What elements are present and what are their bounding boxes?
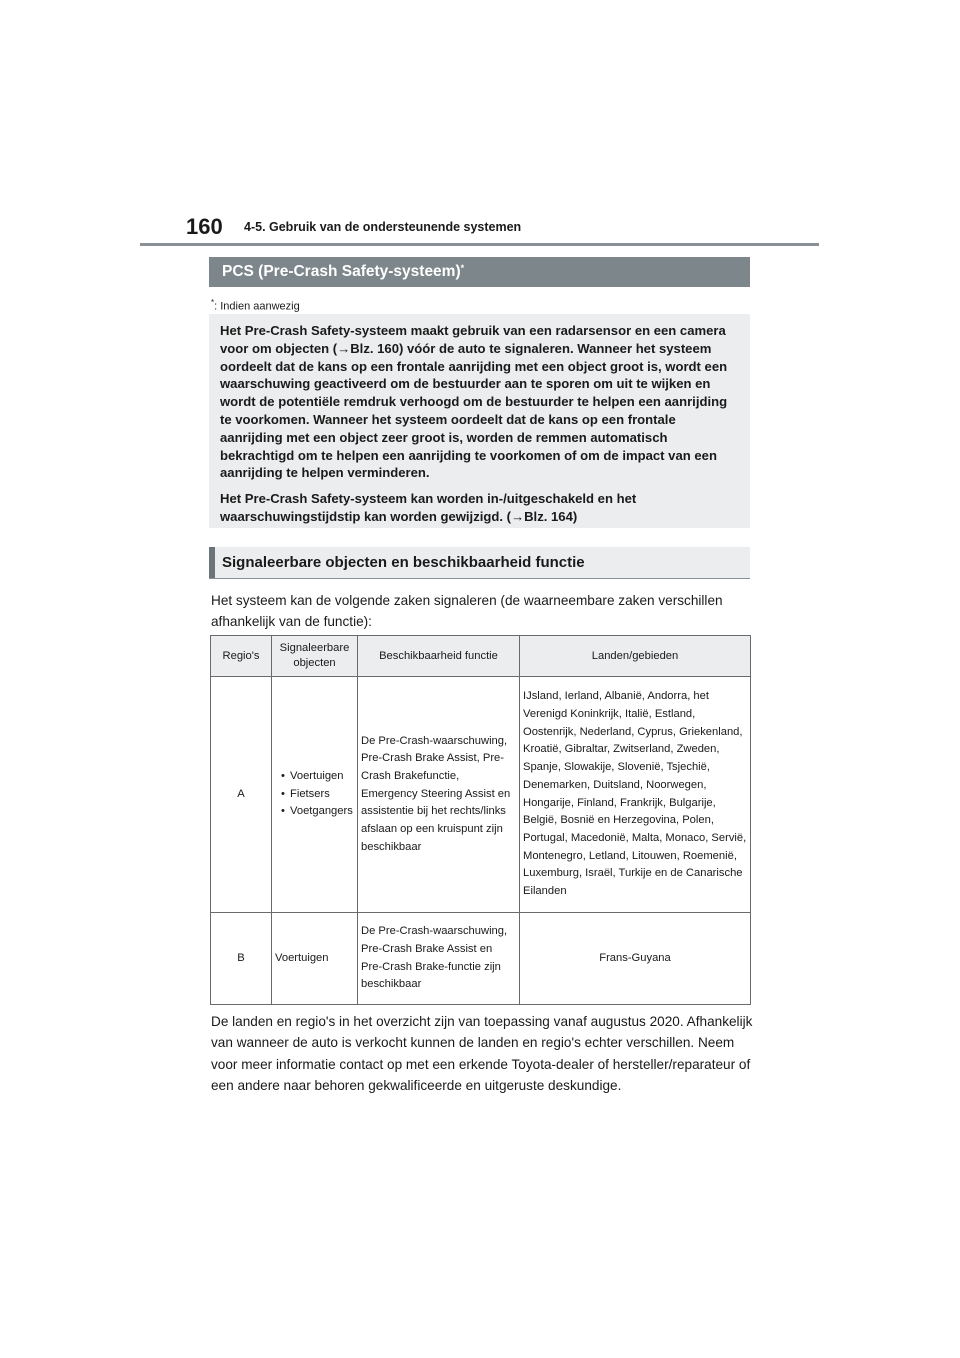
- table-header-cell: Beschikbaarheid functie: [358, 636, 520, 677]
- header-rule: [140, 243, 819, 246]
- regions-table: [210, 635, 751, 1005]
- page-number: 160: [186, 214, 223, 239]
- footnote-text: : Indien aanwezig: [214, 300, 300, 313]
- countries-cell: IJsland, Ierland, Albanië, Andorra, het Verenigd Koninkrijk, Italië, Estland, Oostenrijk, Nederland, Cyprus, Griekenland, Kroatië, Gibraltar, Zwitserland, Zweden, Spanje, Slowakije, Slovenië, Tsjechië, Denemarken, Duitsland, Noorwegen, Hongarije, Finland, Frankrijk, Bulgarije, België, Bosnië en Herzegovina, Polen, Portugal, Macedonië, Malta, Monaco, Servië, Montenegro, Letland, Litouwen, Roemenië, Luxemburg, Israël, Turkije en de Canarische Eilanden: [520, 677, 751, 913]
- objects-cell: Voertuigen: [272, 913, 358, 1005]
- table-header-cell: Regio's: [211, 636, 272, 677]
- footnote-marker: *: [211, 298, 215, 307]
- intro-box: [209, 314, 750, 528]
- section-banner: [209, 257, 750, 287]
- section-heading-title: Signaleerbare objecten en beschikbaarheid functie: [222, 554, 585, 571]
- objects-list: [275, 768, 354, 821]
- body-paragraph-1: Het systeem kan de volgende zaken signaleren (de waarneembare zaken verschillen afhankelijk van de functie):: [211, 593, 723, 630]
- section-heading-bar: [209, 547, 215, 578]
- region-cell: B: [211, 913, 272, 1005]
- table-header-cell: Landen/gebieden: [520, 636, 751, 677]
- region-cell: A: [211, 677, 272, 913]
- banner-marker: *: [460, 263, 465, 273]
- table-row: [211, 677, 751, 913]
- chapter-title: 4-5. Gebruik van de ondersteunende systemen: [244, 220, 522, 234]
- list-item: • Voertuigen: [281, 768, 354, 786]
- intro-paragraph-1: Het Pre-Crash Safety-systeem maakt gebruik van een radarsensor en een camera voor om objecten (→Blz. 160) vóór de auto te signaleren. Wanneer het systeem oordeelt dat de kans op een frontale aanrijding met een object groot is, wordt een waarschuwing geactiveerd om de bestuurder aan te sporen om uit te wijken en wordt de potentiële remdruk verhoogd om de bestuurder te helpen een aanrijding te voorkomen. Wanneer het systeem oordeelt dat de kans op een frontale aanrijding met een object zeer groot is, worden de remmen automatisch bekrachtigd om te helpen een aanrijding te voorkomen of om de impact van een aanrijding te helpen verminderen.: [220, 323, 728, 481]
- table-row: [211, 913, 751, 1005]
- table-header-cell: Signaleerbare objecten: [272, 636, 358, 677]
- body-paragraph-2: De landen en regio's in het overzicht zijn van toepassing vanaf augustus 2020. Afhankelijk van wanneer de auto is verkocht kunnen de landen en regio's echter verschillen. Neem voor meer informatie contact op met een erkende Toyota-dealer of hersteller/reparateur of een andere naar behoren gekwalificeerde en uitgeruste deskundige.: [211, 1014, 753, 1093]
- countries-cell: Frans-Guyana: [520, 913, 751, 1005]
- intro-paragraph-2: Het Pre-Crash Safety-systeem kan worden in-/uitgeschakeld en het waarschuwingstijdstip kan worden gewijzigd. (→Blz. 164): [220, 491, 637, 524]
- footnote: [211, 298, 300, 313]
- banner-title: PCS (Pre-Crash Safety-systeem): [222, 263, 461, 280]
- list-item: • Voetgangers: [281, 803, 354, 821]
- section-heading: [209, 547, 750, 579]
- list-item: • Fietsers: [281, 786, 354, 804]
- table-header-row: [211, 636, 751, 677]
- objects-cell: [272, 677, 358, 913]
- function-cell: De Pre-Crash-waarschuwing, Pre-Crash Brake Assist, Pre-Crash Brakefunctie, Emergency Steering Assist en assistentie bij het rechts/links afslaan op een kruispunt zijn beschikbaar: [358, 677, 520, 913]
- function-cell: De Pre-Crash-waarschuwing, Pre-Crash Brake Assist en Pre-Crash Brake-functie zijn beschikbaar: [358, 913, 520, 1005]
